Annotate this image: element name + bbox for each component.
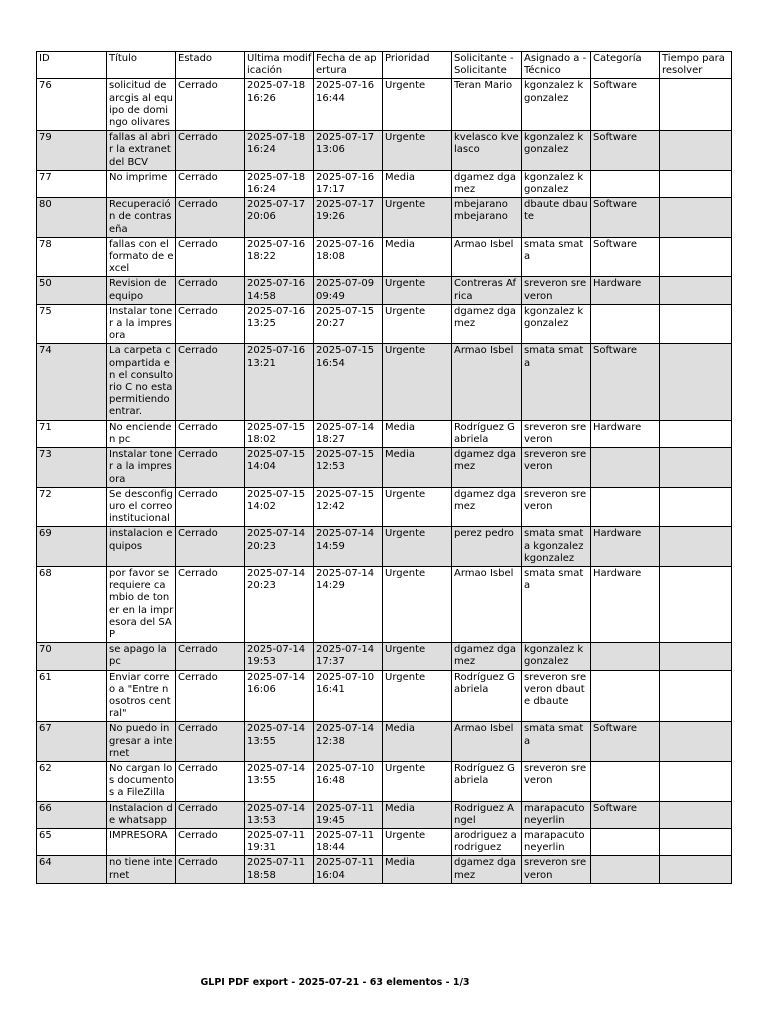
cell-solicitante: kvelasco kvelasco bbox=[452, 131, 522, 171]
cell-apertura: 2025-07-15 12:42 bbox=[314, 487, 383, 527]
cell-asignado: sreveron sreveron dbaute dbaute bbox=[522, 670, 591, 722]
cell-asignado: smata smata bbox=[522, 722, 591, 762]
cell-ultima: 2025-07-16 14:58 bbox=[245, 277, 314, 304]
cell-id: 72 bbox=[37, 487, 107, 527]
cell-estado: Cerrado bbox=[176, 237, 245, 277]
cell-tiempo bbox=[660, 487, 732, 527]
cell-tiempo bbox=[660, 856, 732, 883]
cell-tiempo bbox=[660, 237, 732, 277]
cell-titulo: No cargan los documentos a FileZilla bbox=[107, 761, 176, 801]
cell-id: 74 bbox=[37, 344, 107, 420]
cell-solicitante: dgamez dgamez bbox=[452, 304, 522, 344]
cell-asignado: kgonzalez kgonzalez bbox=[522, 170, 591, 197]
cell-ultima: 2025-07-14 13:55 bbox=[245, 761, 314, 801]
cell-prioridad: Urgente bbox=[383, 487, 452, 527]
column-header-categoria: Categoría bbox=[591, 52, 660, 79]
cell-categoria bbox=[591, 643, 660, 670]
column-header-estado: Estado bbox=[176, 52, 245, 79]
cell-ultima: 2025-07-14 13:55 bbox=[245, 722, 314, 762]
table-row bbox=[37, 828, 732, 855]
cell-asignado: sreveron sreveron bbox=[522, 448, 591, 488]
cell-titulo: fallas al abrir la extranet del BCV bbox=[107, 131, 176, 171]
cell-asignado: kgonzalez kgonzalez bbox=[522, 131, 591, 171]
cell-solicitante: Armao Isbel bbox=[452, 344, 522, 420]
cell-apertura: 2025-07-14 12:38 bbox=[314, 722, 383, 762]
cell-tiempo bbox=[660, 277, 732, 304]
cell-titulo: No puedo ingresar a internet bbox=[107, 722, 176, 762]
cell-id: 67 bbox=[37, 722, 107, 762]
cell-categoria bbox=[591, 856, 660, 883]
cell-prioridad: Urgente bbox=[383, 828, 452, 855]
cell-categoria: Hardware bbox=[591, 566, 660, 642]
cell-id: 69 bbox=[37, 527, 107, 567]
cell-categoria: Software bbox=[591, 131, 660, 171]
cell-ultima: 2025-07-18 16:24 bbox=[245, 170, 314, 197]
cell-id: 78 bbox=[37, 237, 107, 277]
table-row bbox=[37, 670, 732, 722]
table-row bbox=[37, 761, 732, 801]
cell-apertura: 2025-07-17 13:06 bbox=[314, 131, 383, 171]
cell-tiempo bbox=[660, 566, 732, 642]
cell-categoria bbox=[591, 170, 660, 197]
cell-id: 76 bbox=[37, 79, 107, 131]
cell-estado: Cerrado bbox=[176, 828, 245, 855]
cell-estado: Cerrado bbox=[176, 801, 245, 828]
cell-categoria: Software bbox=[591, 801, 660, 828]
cell-solicitante: Rodríguez Gabriela bbox=[452, 670, 522, 722]
cell-titulo: Enviar correo a "Entre nosotros central" bbox=[107, 670, 176, 722]
cell-prioridad: Urgente bbox=[383, 79, 452, 131]
table-row bbox=[37, 722, 732, 762]
cell-id: 75 bbox=[37, 304, 107, 344]
cell-solicitante: perez pedro bbox=[452, 527, 522, 567]
cell-categoria bbox=[591, 304, 660, 344]
cell-prioridad: Urgente bbox=[383, 304, 452, 344]
cell-solicitante: Contreras Africa bbox=[452, 277, 522, 304]
cell-titulo: Revision de equipo bbox=[107, 277, 176, 304]
column-header-id: ID bbox=[37, 52, 107, 79]
cell-categoria: Software bbox=[591, 237, 660, 277]
table-row bbox=[37, 344, 732, 420]
column-header-tiempo-resolver: Tiempo para resolver bbox=[660, 52, 732, 79]
cell-categoria bbox=[591, 448, 660, 488]
cell-prioridad: Media bbox=[383, 170, 452, 197]
cell-estado: Cerrado bbox=[176, 131, 245, 171]
cell-titulo: Se desconfiguro el correo institucional bbox=[107, 487, 176, 527]
cell-asignado: sreveron sreveron bbox=[522, 487, 591, 527]
cell-solicitante: Rodríguez Gabriela bbox=[452, 420, 522, 447]
cell-categoria: Hardware bbox=[591, 277, 660, 304]
table-row bbox=[37, 527, 732, 567]
cell-apertura: 2025-07-17 19:26 bbox=[314, 198, 383, 238]
cell-solicitante: dgamez dgamez bbox=[452, 643, 522, 670]
cell-categoria: Hardware bbox=[591, 420, 660, 447]
cell-id: 70 bbox=[37, 643, 107, 670]
cell-ultima: 2025-07-14 20:23 bbox=[245, 527, 314, 567]
table-row bbox=[37, 237, 732, 277]
cell-categoria: Software bbox=[591, 198, 660, 238]
cell-estado: Cerrado bbox=[176, 856, 245, 883]
cell-prioridad: Media bbox=[383, 448, 452, 488]
cell-estado: Cerrado bbox=[176, 643, 245, 670]
cell-tiempo bbox=[660, 79, 732, 131]
column-header-solicitante: Solicitante - Solicitante bbox=[452, 52, 522, 79]
table-row bbox=[37, 448, 732, 488]
cell-asignado: marapacuto neyerlin bbox=[522, 828, 591, 855]
cell-id: 71 bbox=[37, 420, 107, 447]
cell-estado: Cerrado bbox=[176, 527, 245, 567]
cell-estado: Cerrado bbox=[176, 761, 245, 801]
cell-titulo: Instalar toner a la impresora bbox=[107, 304, 176, 344]
cell-categoria: Software bbox=[591, 344, 660, 420]
table-row bbox=[37, 566, 732, 642]
cell-ultima: 2025-07-11 19:31 bbox=[245, 828, 314, 855]
cell-prioridad: Media bbox=[383, 420, 452, 447]
cell-prioridad: Urgente bbox=[383, 344, 452, 420]
cell-ultima: 2025-07-14 20:23 bbox=[245, 566, 314, 642]
cell-prioridad: Media bbox=[383, 801, 452, 828]
cell-prioridad: Urgente bbox=[383, 198, 452, 238]
cell-estado: Cerrado bbox=[176, 566, 245, 642]
cell-categoria bbox=[591, 670, 660, 722]
cell-ultima: 2025-07-14 19:53 bbox=[245, 643, 314, 670]
cell-id: 77 bbox=[37, 170, 107, 197]
cell-prioridad: Media bbox=[383, 722, 452, 762]
table-row bbox=[37, 170, 732, 197]
cell-id: 66 bbox=[37, 801, 107, 828]
cell-apertura: 2025-07-15 20:27 bbox=[314, 304, 383, 344]
cell-id: 68 bbox=[37, 566, 107, 642]
cell-solicitante: arodriguez arodriguez bbox=[452, 828, 522, 855]
cell-titulo: fallas con el formato de excel bbox=[107, 237, 176, 277]
cell-solicitante: dgamez dgamez bbox=[452, 448, 522, 488]
cell-ultima: 2025-07-15 14:02 bbox=[245, 487, 314, 527]
cell-estado: Cerrado bbox=[176, 420, 245, 447]
column-header-titulo: Título bbox=[107, 52, 176, 79]
cell-solicitante: Rodríguez Gabriela bbox=[452, 761, 522, 801]
cell-estado: Cerrado bbox=[176, 487, 245, 527]
cell-asignado: sreveron sreveron bbox=[522, 761, 591, 801]
cell-solicitante: Armao Isbel bbox=[452, 566, 522, 642]
table-header-row bbox=[37, 52, 732, 79]
cell-categoria bbox=[591, 761, 660, 801]
cell-categoria: Software bbox=[591, 79, 660, 131]
cell-asignado: sreveron sreveron bbox=[522, 277, 591, 304]
cell-apertura: 2025-07-14 14:59 bbox=[314, 527, 383, 567]
cell-titulo: Instalar toner a la impresora bbox=[107, 448, 176, 488]
table-row bbox=[37, 131, 732, 171]
cell-ultima: 2025-07-14 13:53 bbox=[245, 801, 314, 828]
cell-apertura: 2025-07-11 19:45 bbox=[314, 801, 383, 828]
cell-prioridad: Urgente bbox=[383, 670, 452, 722]
cell-asignado: smata smata bbox=[522, 566, 591, 642]
cell-solicitante: Teran Mario bbox=[452, 79, 522, 131]
cell-tiempo bbox=[660, 344, 732, 420]
cell-apertura: 2025-07-11 16:04 bbox=[314, 856, 383, 883]
cell-titulo: no tiene internet bbox=[107, 856, 176, 883]
cell-asignado: kgonzalez kgonzalez bbox=[522, 643, 591, 670]
cell-prioridad: Urgente bbox=[383, 277, 452, 304]
cell-apertura: 2025-07-14 18:27 bbox=[314, 420, 383, 447]
cell-tiempo bbox=[660, 801, 732, 828]
cell-ultima: 2025-07-14 16:06 bbox=[245, 670, 314, 722]
cell-ultima: 2025-07-18 16:24 bbox=[245, 131, 314, 171]
cell-ultima: 2025-07-16 18:22 bbox=[245, 237, 314, 277]
cell-apertura: 2025-07-14 17:37 bbox=[314, 643, 383, 670]
cell-estado: Cerrado bbox=[176, 448, 245, 488]
cell-prioridad: Urgente bbox=[383, 643, 452, 670]
cell-estado: Cerrado bbox=[176, 79, 245, 131]
cell-ultima: 2025-07-16 13:21 bbox=[245, 344, 314, 420]
cell-ultima: 2025-07-16 13:25 bbox=[245, 304, 314, 344]
cell-tiempo bbox=[660, 527, 732, 567]
cell-titulo: solicitud de arcgis al equipo de domingo olivares bbox=[107, 79, 176, 131]
cell-tiempo bbox=[660, 198, 732, 238]
tickets-table bbox=[36, 51, 732, 884]
cell-apertura: 2025-07-16 16:44 bbox=[314, 79, 383, 131]
cell-asignado: sreveron sreveron bbox=[522, 856, 591, 883]
cell-ultima: 2025-07-15 18:02 bbox=[245, 420, 314, 447]
cell-tiempo bbox=[660, 722, 732, 762]
cell-prioridad: Urgente bbox=[383, 761, 452, 801]
cell-apertura: 2025-07-09 09:49 bbox=[314, 277, 383, 304]
cell-prioridad: Media bbox=[383, 856, 452, 883]
cell-titulo: instalacion equipos bbox=[107, 527, 176, 567]
cell-ultima: 2025-07-17 20:06 bbox=[245, 198, 314, 238]
cell-asignado: kgonzalez kgonzalez bbox=[522, 79, 591, 131]
cell-id: 65 bbox=[37, 828, 107, 855]
cell-solicitante: dgamez dgamez bbox=[452, 487, 522, 527]
cell-estado: Cerrado bbox=[176, 198, 245, 238]
cell-apertura: 2025-07-15 16:54 bbox=[314, 344, 383, 420]
cell-asignado: kgonzalez kgonzalez bbox=[522, 304, 591, 344]
cell-titulo: IMPRESORA bbox=[107, 828, 176, 855]
cell-apertura: 2025-07-15 12:53 bbox=[314, 448, 383, 488]
cell-solicitante: Armao Isbel bbox=[452, 237, 522, 277]
table-row bbox=[37, 643, 732, 670]
cell-tiempo bbox=[660, 131, 732, 171]
cell-titulo: No imprime bbox=[107, 170, 176, 197]
cell-titulo: Instalacion de whatsapp bbox=[107, 801, 176, 828]
cell-solicitante: mbejarano mbejarano bbox=[452, 198, 522, 238]
cell-id: 73 bbox=[37, 448, 107, 488]
cell-tiempo bbox=[660, 420, 732, 447]
cell-apertura: 2025-07-16 18:08 bbox=[314, 237, 383, 277]
cell-prioridad: Urgente bbox=[383, 131, 452, 171]
cell-titulo: por favor se requiere cambio de toner en la impresora del SAP bbox=[107, 566, 176, 642]
cell-estado: Cerrado bbox=[176, 304, 245, 344]
cell-apertura: 2025-07-14 14:29 bbox=[314, 566, 383, 642]
cell-tiempo bbox=[660, 643, 732, 670]
cell-estado: Cerrado bbox=[176, 344, 245, 420]
cell-tiempo bbox=[660, 304, 732, 344]
cell-tiempo bbox=[660, 670, 732, 722]
column-header-fecha-apertura: Fecha de apertura bbox=[314, 52, 383, 79]
cell-prioridad: Urgente bbox=[383, 566, 452, 642]
cell-tiempo bbox=[660, 448, 732, 488]
cell-solicitante: Armao Isbel bbox=[452, 722, 522, 762]
cell-prioridad: Media bbox=[383, 237, 452, 277]
cell-id: 62 bbox=[37, 761, 107, 801]
table-row bbox=[37, 801, 732, 828]
table-row bbox=[37, 487, 732, 527]
cell-solicitante: Rodriguez Angel bbox=[452, 801, 522, 828]
cell-categoria: Hardware bbox=[591, 527, 660, 567]
cell-categoria bbox=[591, 828, 660, 855]
cell-tiempo bbox=[660, 761, 732, 801]
cell-apertura: 2025-07-10 16:48 bbox=[314, 761, 383, 801]
cell-titulo: Recuperación de contraseña bbox=[107, 198, 176, 238]
cell-ultima: 2025-07-15 14:04 bbox=[245, 448, 314, 488]
cell-estado: Cerrado bbox=[176, 170, 245, 197]
cell-solicitante: dgamez dgamez bbox=[452, 856, 522, 883]
cell-titulo: se apago la pc bbox=[107, 643, 176, 670]
cell-asignado: smata smata bbox=[522, 344, 591, 420]
cell-solicitante: dgamez dgamez bbox=[452, 170, 522, 197]
cell-asignado: sreveron sreveron bbox=[522, 420, 591, 447]
table-row bbox=[37, 277, 732, 304]
cell-titulo: La carpeta compartida en el consultorio C no esta permitiendo entrar. bbox=[107, 344, 176, 420]
cell-categoria bbox=[591, 487, 660, 527]
table-row bbox=[37, 856, 732, 883]
cell-prioridad: Urgente bbox=[383, 527, 452, 567]
cell-estado: Cerrado bbox=[176, 670, 245, 722]
cell-tiempo bbox=[660, 170, 732, 197]
cell-asignado: dbaute dbaute bbox=[522, 198, 591, 238]
table-row bbox=[37, 420, 732, 447]
column-header-ultima-modificacion: Ultima modificación bbox=[245, 52, 314, 79]
page-footer: GLPI PDF export - 2025-07-21 - 63 elementos - 1/3 bbox=[200, 977, 470, 988]
cell-id: 50 bbox=[37, 277, 107, 304]
cell-id: 80 bbox=[37, 198, 107, 238]
cell-id: 64 bbox=[37, 856, 107, 883]
cell-estado: Cerrado bbox=[176, 722, 245, 762]
cell-categoria: Software bbox=[591, 722, 660, 762]
cell-apertura: 2025-07-10 16:41 bbox=[314, 670, 383, 722]
table-row bbox=[37, 79, 732, 131]
table-row bbox=[37, 304, 732, 344]
cell-ultima: 2025-07-11 18:58 bbox=[245, 856, 314, 883]
cell-asignado: smata smata bbox=[522, 237, 591, 277]
cell-estado: Cerrado bbox=[176, 277, 245, 304]
table-row bbox=[37, 198, 732, 238]
cell-asignado: marapacuto neyerlin bbox=[522, 801, 591, 828]
cell-tiempo bbox=[660, 828, 732, 855]
cell-asignado: smata smata kgonzalez kgonzalez bbox=[522, 527, 591, 567]
column-header-prioridad: Prioridad bbox=[383, 52, 452, 79]
cell-ultima: 2025-07-18 16:26 bbox=[245, 79, 314, 131]
cell-id: 79 bbox=[37, 131, 107, 171]
cell-apertura: 2025-07-16 17:17 bbox=[314, 170, 383, 197]
cell-id: 61 bbox=[37, 670, 107, 722]
column-header-asignado: Asignado a - Técnico bbox=[522, 52, 591, 79]
cell-apertura: 2025-07-11 18:44 bbox=[314, 828, 383, 855]
cell-titulo: No encienden pc bbox=[107, 420, 176, 447]
